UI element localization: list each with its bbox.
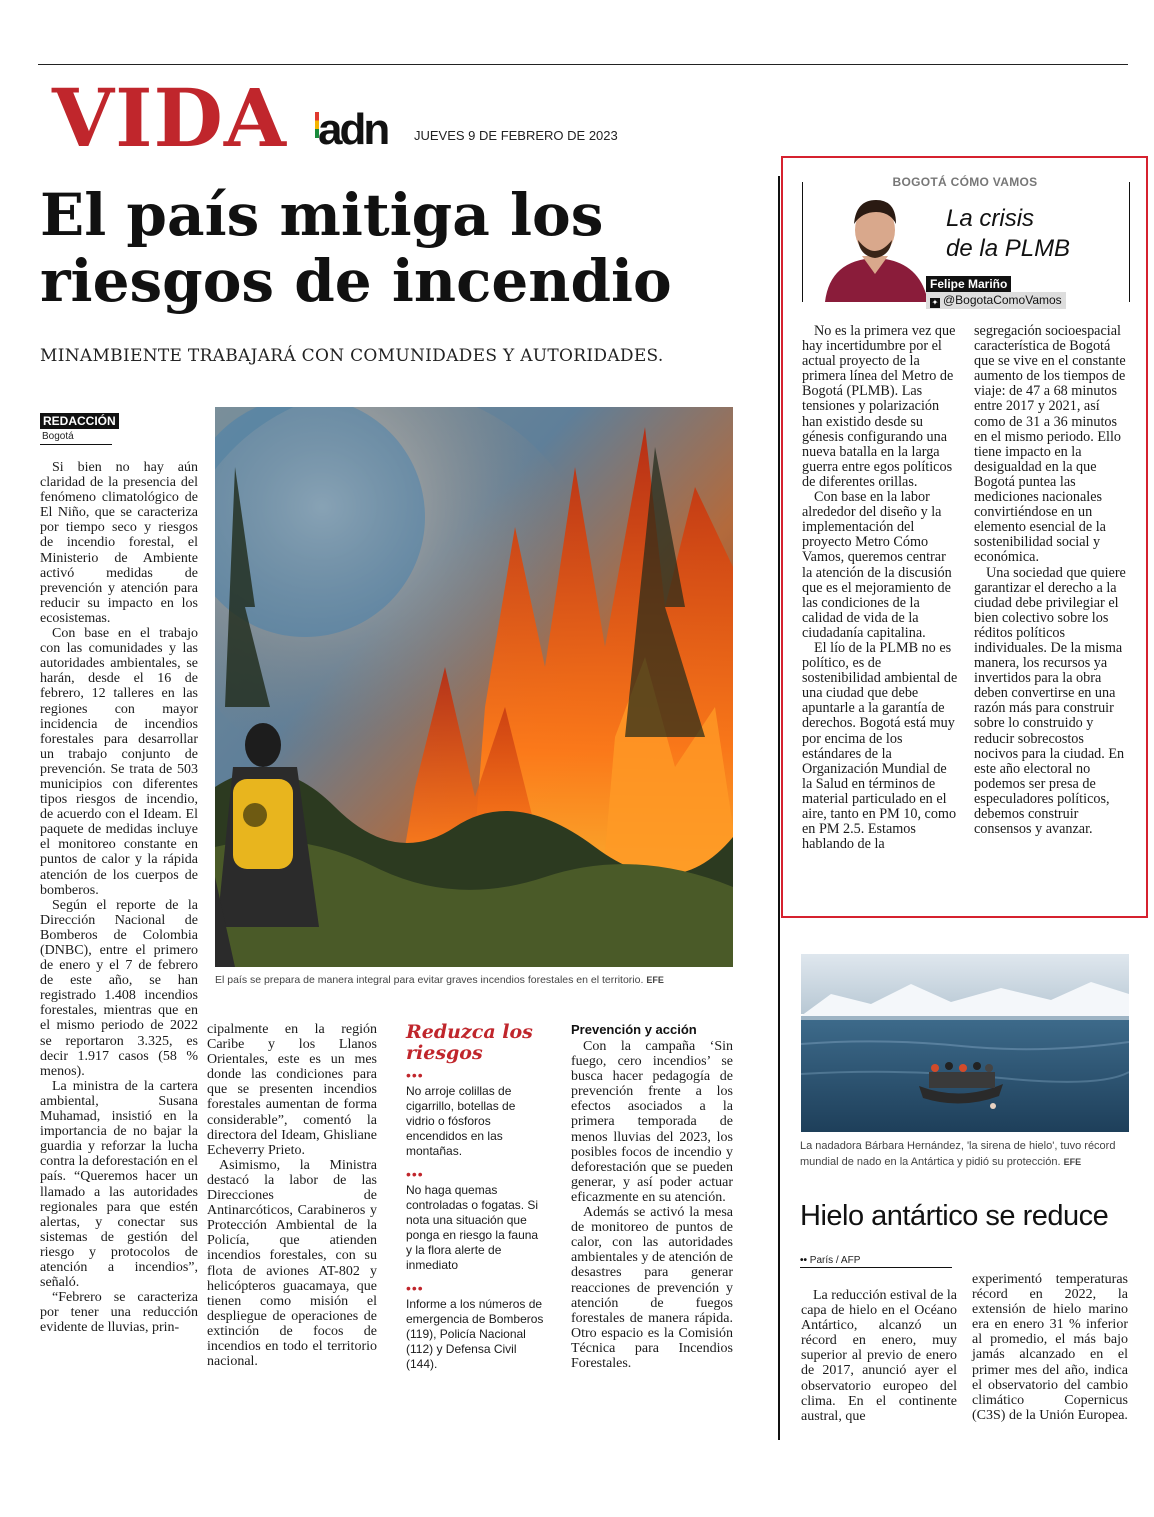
opinion-column-1	[802, 324, 958, 852]
paragraph: Con la campaña ‘Sin fuego, cero incendios’ se busca hacer pedagogía de prevención frente a los efectos asociados a la primera temporada de menos lluvias del 2023, los posibles focos de incendio y deforestación que se pueden generar, y así poder actuar eficazmente en su atención.	[571, 1039, 733, 1205]
opinion-kicker: BOGOTÁ CÓMO VAMOS	[892, 175, 1038, 189]
antarctic-byline	[800, 1255, 952, 1268]
paragraph: No es la primera vez que hay incertidumbre por el actual proyecto de la primera línea del Metro de Bogotá (PLMB). Las tensiones y polarización han existido desde su génesis configurando una nueva batalla en la larga guerra entre egos políticos de diferentes orillas.	[802, 323, 956, 490]
paragraph: La reducción estival de la capa de hielo en el Océano Antártico, alcanzó un récord en enero, muy superior al previo de enero de 2017, anunció ayer el observatorio europeo del clima. En el continente austral, que	[801, 1288, 957, 1424]
tips-sidebar	[406, 1022, 546, 1372]
column-subtitle: Prevención y acción	[571, 1022, 697, 1037]
brand-logo: adn	[318, 105, 388, 154]
opinion-author: Felipe Mariño	[926, 276, 1011, 292]
antarctic-photo-art	[801, 954, 1129, 1132]
paragraph: Con base en el trabajo con las comunidades y las autoridades ambientales, se harán, desde el 16 de febrero, 12 talleres en las regiones con mayor incidencia de incendios forestales para desarrollar un trabajo conjunto de prevención. Se trata de 503 municipios con diferentes tipos riesgos de incendio, de acuerdo con el Ideam. El paquete de medidas incluye el monitoreo constante en puntos de calor y la rápida atención de los cuerpos de bomberos.	[40, 626, 198, 898]
caption-credit: EFE	[646, 975, 664, 985]
main-column-2	[207, 1022, 377, 1369]
antarctic-byline-text: París / AFP	[809, 1255, 861, 1266]
right-rail-divider	[778, 176, 780, 1440]
paragraph: El lío de la PLMB no es político, es de sostenibilidad ambiental de una ciudad que debe apuntarle a la garantía de derechos. Bogotá está muy por encima de los estándares de la Organización Mundial de la Salud en términos de material particulado en el aire, tanto en PM 10, como en PM 2.5. Estamos hablando de la	[802, 639, 958, 853]
twitter-icon: ✦	[931, 298, 939, 307]
section-title: VIDA	[52, 71, 287, 165]
main-subhead: MINAMBIENTE TRABAJARÁ CON COMUNIDADES Y AUTORIDADES.	[40, 346, 664, 366]
paragraph: Con base en la labor alrededor del diseño y la implementación del proyecto Metro Cómo Vamos, queremos centrar la atención de la discusión que es el mejoramiento de las condiciones de la calidad de vida de la ciudadanía capitalina.	[802, 489, 952, 641]
main-headline: El país mitiga los riesgos de incendio	[40, 181, 672, 315]
author-photo-art	[820, 190, 930, 302]
issue-date: JUEVES 9 DE FEBRERO DE 2023	[414, 128, 618, 143]
main-column-1	[40, 460, 198, 1335]
paragraph: segregación socioespacial característica de Bogotá que se vive en el constante aumento de los tiempos de viaje: de 47 a 68 minutos entre 2017 y 2021, así como de 31 a 36 minutos en el mismo periodo. Ello tiene impacto en la desigualdad en la que Bogotá puntea las mediciones nacionales convirtiéndose en un elemento esencial de la sostenibilidad social y económica.	[974, 323, 1126, 566]
paragraph: Si bien no hay aún claridad de la presencia del fenómeno climatológico de El Niño, que se caracteriza por tiempo seco y riesgos de incendio forestal, el Ministerio de Ambiente activó medidas de prevención y atención para reducir su impacto en los ecosistemas.	[40, 460, 198, 626]
tip-item: No arroje colillas de cigarrillo, botellas de vidrio o fósforos encendidos en las montañas.	[406, 1084, 516, 1158]
antarctic-column-1	[801, 1288, 957, 1424]
wildfire-photo-art	[215, 407, 733, 967]
opinion-title	[946, 204, 1070, 264]
paragraph: La ministra de la cartera ambiental, Susana Muhamad, insistió en la importancia de no bajar la guardia y reforzar la lucha contra la deforestación en el país. “Queremos hacer un llamado a las autoridades regionales para que estén alertas, y conectar sus sistemas de gestión del riesgo y protocolos de atención a incendios”, señaló.	[40, 1078, 198, 1291]
caption-credit: EFE	[1063, 1157, 1082, 1167]
top-rule	[38, 64, 1128, 65]
column-body	[571, 1039, 733, 1371]
bullet-dots-icon: •••	[406, 1280, 424, 1296]
paragraph: Una sociedad que quiere garantizar el derecho a la ciudad debe privilegiar el bien colectivo sobre los réditos políticos individuales. De la misma manera, los recursos ya invertidos para la obra deben convertirse en una razón más para construir sobre lo construido y reducir sobrecostos nocivos para la ciudad. En este año electoral no podemos ser presa de especuladores políticos, debemos construir consensos y avanzar.	[974, 564, 1126, 838]
opinion-column-2	[974, 324, 1130, 837]
tips-sidebar-title: Reduzca los riesgos	[406, 1021, 533, 1064]
wildfire-photo	[215, 407, 733, 967]
byline-location: Bogotá	[40, 429, 112, 445]
bullet-dots-icon: •••	[406, 1166, 424, 1182]
main-column-4	[571, 1022, 733, 1371]
paragraph: Según el reporte de la Dirección Nacional de Bomberos de Colombia (DNBC), entre el primero de enero y el 7 de febrero de este año, se han registrado 1.408 incendios forestales, mientras que en el mismo periodo de 2022 se reportaron 3.325, es decir 1.917 casos (58 % menos).	[40, 897, 198, 1079]
opinion-handle-text: @BogotaComoVamos	[943, 293, 1062, 307]
caption-text: La nadadora Bárbara Hernández, 'la sirena de hielo', tuvo récord mundial de nado en la Antártica y pidió su protección.	[800, 1140, 1116, 1168]
tip-item: No haga quemas controladas o fogatas. Si nota una situación que ponga en riesgo la fauna y la flora alerte de inmediato	[406, 1183, 539, 1272]
bullet-dots-icon: ••	[800, 1255, 808, 1266]
byline-tag: REDACCIÓN	[40, 413, 119, 429]
opinion-title-line: La crisis	[946, 205, 1035, 232]
antarctic-headline: Hielo antártico se reduce	[800, 1200, 1109, 1232]
paragraph: “Febrero se caracteriza por tener una reducción evidente de lluvias, prin-	[40, 1290, 198, 1336]
caption-text: El país se prepara de manera integral para evitar graves incendios forestales en el territorio.	[215, 974, 644, 986]
tip-item: Informe a los números de emergencia de Bomberos (119), Policía Nacional (112) y Defensa Civil (144).	[406, 1297, 544, 1371]
paragraph: Además se activó la mesa de monitoreo de puntos de calor, con las autoridades ambientales y de atención de desastres para generar reacciones de prevención y atención de fuegos forestales de manera rápida. Otro espacio es la Comisión Técnica para Incendios Forestales.	[571, 1205, 733, 1371]
byline	[40, 410, 116, 445]
author-photo	[820, 190, 930, 302]
antarctic-column-2	[972, 1272, 1128, 1423]
opinion-handle	[926, 292, 1066, 309]
antarctic-photo-caption	[800, 1138, 1130, 1170]
inflatable-boat	[919, 1062, 1003, 1104]
antarctic-photo	[801, 954, 1129, 1132]
paragraph: cipalmente en la región Caribe y los Llanos Orientales, este es un mes donde las condiciones para que se presenten incendios forestales aumentan de forma considerable”, comentó la directora del Ideam, Ghisliane Echeverry Prieto.	[207, 1022, 377, 1158]
paragraph: experimentó temperaturas récord en 2022, la extensión de hielo marino era en enero 31 % inferior al promedio, el más bajo jamás alcanzado en el primer mes del año, indica el observatorio del cambio climático Copernicus (C3S) de la Unión Europea.	[972, 1272, 1128, 1423]
wildfire-photo-caption	[215, 974, 733, 986]
opinion-title-line: de la PLMB	[946, 235, 1071, 262]
bullet-dots-icon: •••	[406, 1067, 424, 1083]
paragraph: Asimismo, la Ministra destacó la labor de las Direcciones de Antinarcóticos, Carabineros y Protección Ambiental de la Policía, que atienden incendios forestales, con su flota de aviones AT-802 y helicópteros guacamaya, que tienen como misión el despliegue de operaciones de extinción de focos de incendios en todo el territorio nacional.	[207, 1157, 377, 1370]
